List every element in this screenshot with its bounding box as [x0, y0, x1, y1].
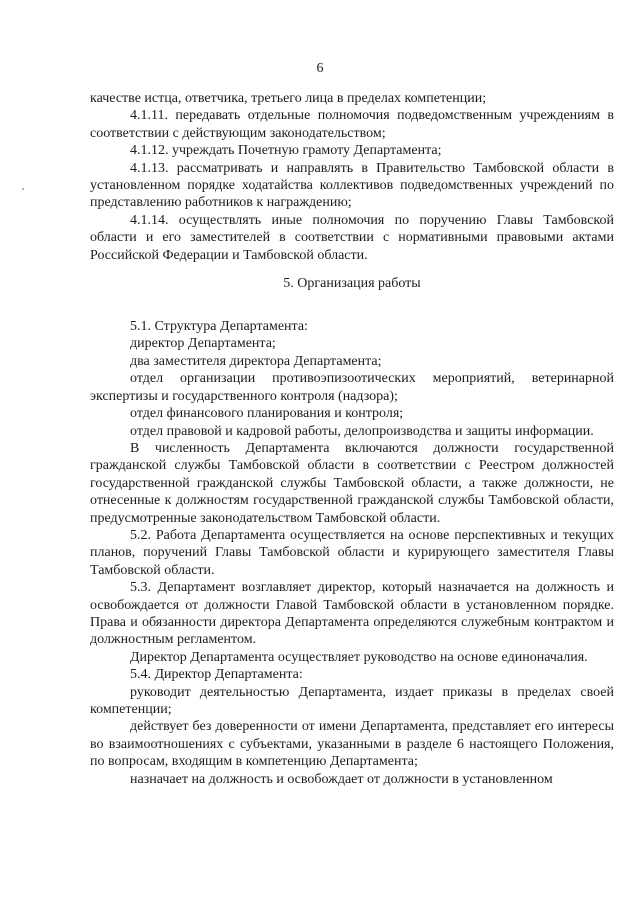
page-number: 6	[316, 61, 324, 76]
paragraph: 4.1.14. осуществлять иные полномочия по поручению Главы Тамбовской области и его заместителей в соответствии с нормативными правовыми актами Российской Федерации и Тамбовской области.	[90, 212, 614, 263]
paragraph: руководит деятельностью Департамента, издает приказы в пределах своей компетенции;	[90, 684, 614, 717]
paragraph: директор Департамента;	[130, 336, 276, 352]
paragraph: 4.1.11. передавать отдельные полномочия подведомственным учреждениям в соответствии с действующим законодательством;	[90, 108, 614, 141]
document-body	[90, 90, 614, 788]
paragraph: Директор Департамента осуществляет руководство на основе единоначалия.	[130, 649, 588, 665]
paragraph: В численность Департамента включаются должности государственной гражданской службы Тамбовской области в соответствии с Реестром должностей государственной гражданской службы Тамбовской области, а также должности, не отнесенные к должностям государственной гражданской службы Тамбовской области, предусмотренные законодательством Тамбовской области.	[90, 440, 614, 526]
paragraph: 5.2. Работа Департамента осуществляется на основе перспективных и текущих планов, поручений Главы Тамбовской области и курирующего заместителя Главы Тамбовской области.	[90, 527, 614, 578]
paragraph: действует без доверенности от имени Департамента, представляет его интересы во взаимоотношениях с субъектами, указанными в разделе 6 настоящего Положения, по вопросам, входящим в компетенцию Департамента;	[90, 719, 614, 770]
paragraph: 5.1. Структура Департамента:	[130, 319, 308, 335]
paragraph: 5.3. Департамент возглавляет директор, который назначается на должность и освобождается от должности Главой Тамбовской области в установленном порядке. Права и обязанности директора Департамента определяются служебным контрактом и должностным регламентом.	[90, 580, 614, 648]
paragraph: назначает на должность и освобождает от должности в установленном	[130, 771, 553, 787]
section-heading: 5. Организация работы	[283, 276, 421, 292]
paragraph: 4.1.13. рассматривать и направлять в Правительство Тамбовской области в установленном порядке ходатайства коллективов подведомственных учреждений по представлению работников к награждению;	[90, 160, 614, 211]
paragraph: 5.4. Директор Департамента:	[130, 667, 303, 683]
paragraph: 4.1.12. учреждать Почетную грамоту Департамента;	[130, 143, 442, 159]
spacer	[90, 304, 614, 318]
scan-speck	[22, 188, 24, 190]
paragraph: два заместителя директора Департамента;	[130, 353, 382, 369]
paragraph: качестве истца, ответчика, третьего лица в пределах компетенции;	[90, 91, 487, 106]
paragraph: отдел организации противоэпизоотических мероприятий, ветеринарной экспертизы и государственного контроля (надзора);	[90, 371, 614, 404]
paragraph: отдел правовой и кадровой работы, делопроизводства и защиты информации.	[130, 423, 594, 439]
paragraph: отдел финансового планирования и контроля;	[130, 406, 404, 422]
